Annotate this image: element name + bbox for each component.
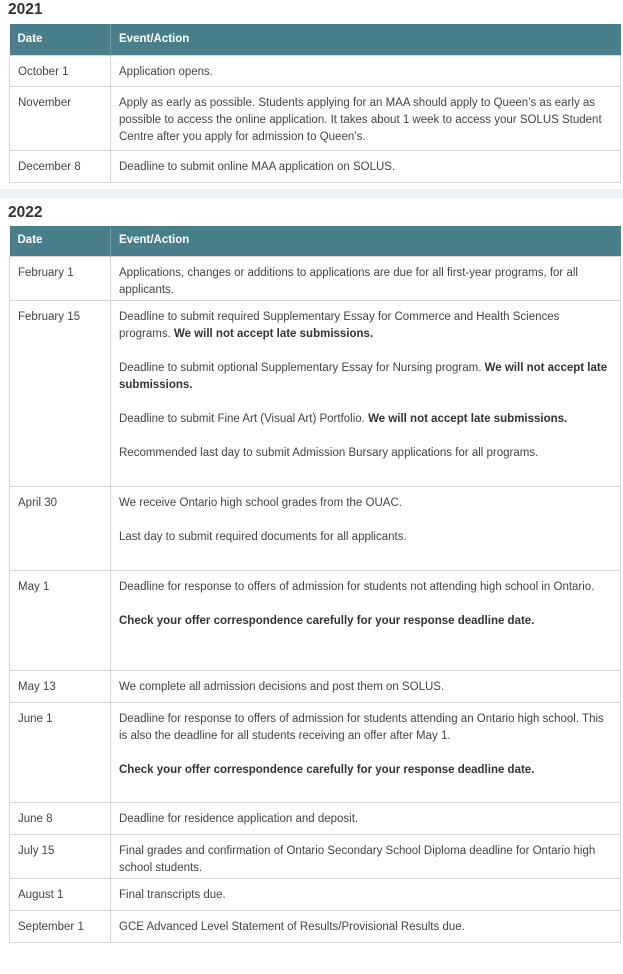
section-2022 bbox=[0, 198, 623, 944]
table-row bbox=[10, 671, 621, 703]
schedule-table bbox=[9, 24, 621, 183]
table-row bbox=[10, 911, 621, 943]
row-date: June 1 bbox=[10, 703, 111, 803]
event-paragraph bbox=[119, 811, 612, 828]
event-text: Application opens. bbox=[119, 65, 213, 78]
table-body bbox=[10, 257, 621, 943]
year-heading: 2021 bbox=[8, 1, 43, 18]
event-paragraph bbox=[119, 679, 612, 696]
event-text: We complete all admission decisions and post them on SOLUS. bbox=[119, 681, 445, 693]
event-text: Applications, changes or additions to applications are due for all first-year programs, for all applicants. bbox=[119, 267, 578, 296]
schedule-table bbox=[9, 226, 621, 944]
event-text: Deadline for response to offers of admission for students attending an Ontario high school. This is also the deadline for all students receiving an offer after May 1. bbox=[119, 713, 604, 742]
table-row bbox=[10, 257, 621, 301]
row-date: June 8 bbox=[10, 803, 111, 835]
row-event bbox=[111, 487, 621, 571]
row-event bbox=[111, 571, 621, 671]
header-date: Date bbox=[10, 226, 111, 257]
event-paragraph bbox=[119, 265, 612, 299]
event-paragraph bbox=[119, 762, 612, 779]
event-text: Final transcripts due. bbox=[119, 889, 226, 901]
row-date: May 1 bbox=[10, 571, 111, 671]
row-event bbox=[111, 257, 621, 301]
header-event: Event/Action bbox=[111, 24, 621, 55]
row-event bbox=[111, 150, 621, 182]
row-event bbox=[111, 879, 621, 911]
emphasis-text: Check your offer correspondence carefully for your response deadline date. bbox=[119, 764, 535, 776]
event-text: Final grades and confirmation of Ontario Secondary School Diploma deadline for Ontario high school students. bbox=[119, 845, 596, 874]
event-paragraph bbox=[119, 495, 612, 512]
row-event bbox=[111, 911, 621, 943]
table-row bbox=[10, 55, 621, 86]
row-date: December 8 bbox=[10, 150, 111, 182]
table-row bbox=[10, 879, 621, 911]
event-paragraph bbox=[119, 919, 612, 936]
header-date: Date bbox=[10, 24, 111, 55]
row-date: February 1 bbox=[10, 257, 111, 301]
row-event bbox=[111, 301, 621, 487]
table-row bbox=[10, 803, 621, 835]
section-2021 bbox=[0, 0, 623, 183]
emphasis-text: We will not accept late submissions. bbox=[119, 362, 608, 391]
row-event bbox=[111, 803, 621, 835]
event-text: Deadline to submit online MAA application on SOLUS. bbox=[119, 160, 396, 173]
event-paragraph bbox=[119, 95, 612, 146]
row-date: September 1 bbox=[10, 911, 111, 943]
event-paragraph bbox=[119, 411, 612, 428]
event-text: We receive Ontario high school grades from the OUAC. bbox=[119, 497, 402, 509]
year-heading: 2022 bbox=[8, 203, 43, 221]
event-paragraph bbox=[119, 579, 612, 596]
table-row bbox=[10, 487, 621, 571]
event-paragraph bbox=[119, 887, 612, 904]
emphasis-text: We will not accept late submissions. bbox=[173, 328, 374, 340]
row-date: August 1 bbox=[10, 879, 111, 911]
table-body bbox=[10, 55, 621, 182]
row-event bbox=[111, 671, 621, 703]
event-paragraph bbox=[119, 711, 612, 745]
event-paragraph bbox=[119, 159, 612, 176]
event-text: Deadline to submit optional Supplementary Essay for Nursing program. bbox=[119, 362, 485, 374]
table-row bbox=[10, 86, 621, 150]
event-text: Apply as early as possible. Students applying for an MAA should apply to Queen’s as early as possible to access the online application. It takes about 1 week to access your SOLUS Student Centre after you apply for admission to Queen’s. bbox=[119, 96, 602, 143]
emphasis-text: Check your offer correspondence carefully for your response deadline date. bbox=[119, 615, 535, 627]
event-text: Last day to submit required documents for all applicants. bbox=[119, 531, 407, 543]
row-date: November bbox=[10, 86, 111, 150]
event-paragraph bbox=[119, 64, 612, 81]
event-paragraph bbox=[119, 360, 612, 394]
event-paragraph bbox=[119, 445, 612, 462]
table-row bbox=[10, 835, 621, 879]
table-row bbox=[10, 150, 621, 182]
row-event bbox=[111, 55, 621, 86]
event-text: Recommended last day to submit Admission Bursary applications for all programs. bbox=[119, 447, 539, 459]
row-date: February 15 bbox=[10, 301, 111, 487]
event-paragraph bbox=[119, 843, 612, 877]
row-event bbox=[111, 835, 621, 879]
event-paragraph bbox=[119, 309, 612, 343]
header-event: Event/Action bbox=[111, 226, 621, 257]
row-event bbox=[111, 703, 621, 803]
row-date: April 30 bbox=[10, 487, 111, 571]
event-text: Deadline to submit Fine Art (Visual Art) Portfolio. bbox=[119, 413, 369, 425]
row-event bbox=[111, 86, 621, 150]
table-row bbox=[10, 703, 621, 803]
row-date: May 13 bbox=[10, 671, 111, 703]
table-header-row bbox=[10, 226, 621, 257]
emphasis-text: We will not accept late submissions. bbox=[368, 413, 568, 425]
event-text: GCE Advanced Level Statement of Results/Provisional Results due. bbox=[119, 921, 465, 933]
event-paragraph bbox=[119, 613, 612, 630]
table-row bbox=[10, 301, 621, 487]
table-header-row bbox=[10, 24, 621, 55]
event-paragraph bbox=[119, 529, 612, 546]
section-divider bbox=[0, 189, 623, 198]
event-text: Deadline for residence application and deposit. bbox=[119, 813, 359, 825]
event-text: Deadline to submit required Supplementary Essay for Commerce and Health Sciences programs. bbox=[119, 311, 560, 340]
row-date: October 1 bbox=[10, 55, 111, 86]
table-row bbox=[10, 571, 621, 671]
event-text: Deadline for response to offers of admission for students not attending high school in Ontario. bbox=[119, 581, 595, 593]
row-date: July 15 bbox=[10, 835, 111, 879]
